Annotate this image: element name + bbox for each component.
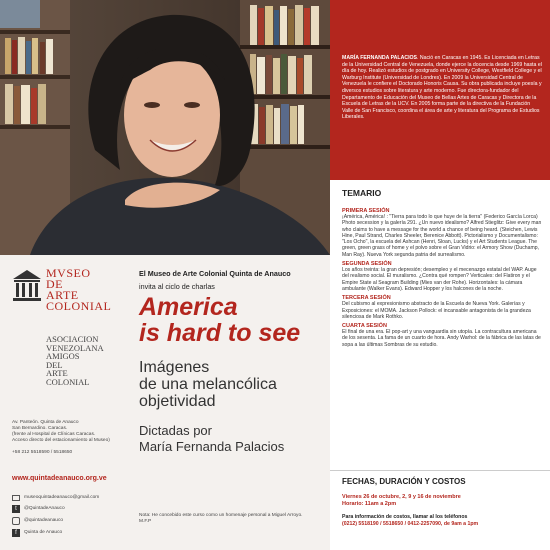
lower-left-panel [0, 255, 330, 550]
nota: Nota: He concebido este curso como un homenaje personal a Miguel Arroyo. M.F.P [139, 513, 303, 524]
logo-line: ARTE [46, 288, 79, 302]
session-4 [342, 323, 542, 348]
fechas-phones: (0212) 5518190 / 5518650 / 0412-2257090, de 9am a 1pm [342, 520, 479, 527]
social-text: Quinta de Anauco [24, 530, 63, 535]
session-body: Del cubismo al expresionismo abstracto de la Escuela de Nueva York. Galerías y Exposiciones: el MOMA. Jackson Pollock: el incansable antagonista de la grandeza silenciosa de Mark Rothko. [342, 301, 531, 320]
logo-line: COLONIAL [46, 299, 112, 313]
bio-name: MARÍA FERNANDA PALACIOS [342, 55, 418, 61]
session-title: SEGUNDA SESIÓN [342, 261, 392, 268]
social-text: @quintadeanauco [24, 518, 64, 523]
address-line: Acceso directo del estacionamiento al Museo) [12, 438, 110, 443]
subtitle-line: objetividad [139, 393, 216, 410]
logo-line: MVSEO [46, 266, 91, 280]
bio-text: . Nació en Caracas en 1945. Es Licenciada en Letras de la Universidad Central de Venezuela, donde ejerce la docencia desde 1969 hasta el día de hoy. Realizó estudios de postgrado en University College, Westfield College y el Warburg Institute (Universidad de Londres). En 2009 la Universidad Central de Venezuela le confiere el Doctorado Honoris Causa. Su obra publicada incluye poesía y diversos estudios sobre literatura y arte moderno. Fue directora-fundador del Departamento de Educación del Museo de Bellas Artes de Caracas y Directora de la Escuela de Letras de la UCV. En 2005 forma parte de la directiva de la Fundación Valle de San Francisco, coordina el área de arte y literatura del Programa de Estudios Liberales. [342, 55, 542, 121]
address-block [12, 420, 132, 456]
temario-panel [330, 180, 550, 470]
event-title-line-2: is hard to see [139, 319, 301, 347]
address-line: Av. Panteón. Quinta de Anauco [12, 420, 79, 425]
subtitle [139, 359, 277, 410]
portrait-illustration [0, 0, 330, 255]
temario-title: TEMARIO [342, 188, 382, 198]
fechas-hours: Horario: 11am a 2pm [342, 501, 397, 507]
session-title: PRIMERA SESIÓN [342, 208, 390, 214]
assoc-line: COLONIAL [46, 376, 90, 387]
speaker-block [139, 423, 284, 455]
event-title-line-1: America [139, 293, 238, 321]
assoc-line: ASOCIACION [46, 334, 99, 344]
portrait-photo [0, 0, 330, 255]
social-text: @QuintadeAnauco [24, 506, 65, 511]
invite-line-2: invita al ciclo de charlas [139, 282, 215, 291]
social-item[interactable] [12, 495, 132, 501]
fechas-title: FECHAS, DURACIÓN Y COSTOS [342, 477, 466, 486]
museo-logo-text [46, 268, 111, 312]
session-body: Los años treinta: la gran depresión; desempleo y el mecenazgo estatal del WAP. Auge del realismo social. El muralismo. ¿Contra qué rompen? Verticales: del Flatiron y el Empire State al Seagram Building (Mies van der Rohe). Horizontales: la cámara ambulante (Walker Evans). Edward Hopper y los halcones de la noche. [342, 267, 537, 292]
logo-line: DE [46, 277, 63, 291]
phone-line: +58 212 5518590 / 5518650 [12, 450, 73, 455]
assoc-line: ARTE [46, 368, 68, 378]
address-line: (frente al Hospital de Clínicas Caracas. [12, 432, 96, 437]
subtitle-line: Imágenes [139, 359, 210, 376]
address-line: San Bernardino. Caracas. [12, 426, 68, 431]
assoc-line: AMIGOS [46, 351, 80, 361]
assoc-line: DEL [46, 359, 63, 370]
speaker-name: María Fernanda Palacios [139, 439, 285, 454]
bio-panel [330, 0, 550, 180]
social-item[interactable] [12, 529, 132, 537]
session-3 [342, 295, 542, 320]
invite-line-1: El Museo de Arte Colonial Quinta de Anauco [139, 269, 291, 278]
assoc-line: VENEZOLANA [46, 342, 104, 353]
instagram-icon [12, 517, 20, 525]
facebook-icon: f [12, 529, 20, 537]
session-body: ¡América, América! : "Tierra para todo lo que huye de la tierra" (Federico García Lorca) Photo secession y la galería 291. ¿Un nuevo idealismo? Alfred Stieglitz: Give every man who claims to have a message for the world a chance of being heard. (Steichen, Lewis Hine, Paul Strand, Charles Sheeler, Berenice Abbott). Pictorialismo y Documentalismo: "Los Ocho", la escuela del Ashcan (Henri, Sloan, Lucks) y el Art Students League. The green, green grass of home y el polvo sobre el Gran Vidrio: el Armory Show (Duchamp, Man Ray). Nueva York segunda patria del surrealismo. [342, 214, 542, 258]
fechas-info: Para información de costos, llamar al los teléfonos [342, 514, 468, 520]
social-list [12, 495, 132, 537]
mail-icon [12, 495, 20, 501]
session-title: TERCERA SESIÓN [342, 295, 391, 302]
session-2 [342, 261, 542, 292]
twitter-icon: t [12, 505, 20, 513]
speaker-intro: Dictadas por [139, 423, 212, 438]
fechas-dates: Viernes 26 de octubre, 2, 9 y 16 de noviembre [342, 494, 461, 500]
session-body: El final de una era. El pop-art y una vanguardia sin utopía. La contracultura americana de los sesenta. La fama de un cuarto de hora. Andy Warhol: de la fábrica de las latas de sopa a las últimas Sombras de su estudio. [342, 329, 541, 348]
website-link[interactable]: www.quintadeanauco.org.ve [12, 475, 107, 482]
social-item[interactable] [12, 505, 132, 513]
asociacion-logo-text [46, 335, 104, 386]
museum-building-icon [12, 269, 42, 303]
social-text: museoquintadeanauco@gmail.com [24, 495, 100, 500]
subtitle-line: de una melancólica [139, 376, 277, 393]
session-1 [342, 208, 542, 258]
fechas-panel [330, 470, 550, 550]
session-title: CUARTA SESIÓN [342, 323, 387, 330]
social-item[interactable] [12, 517, 132, 525]
